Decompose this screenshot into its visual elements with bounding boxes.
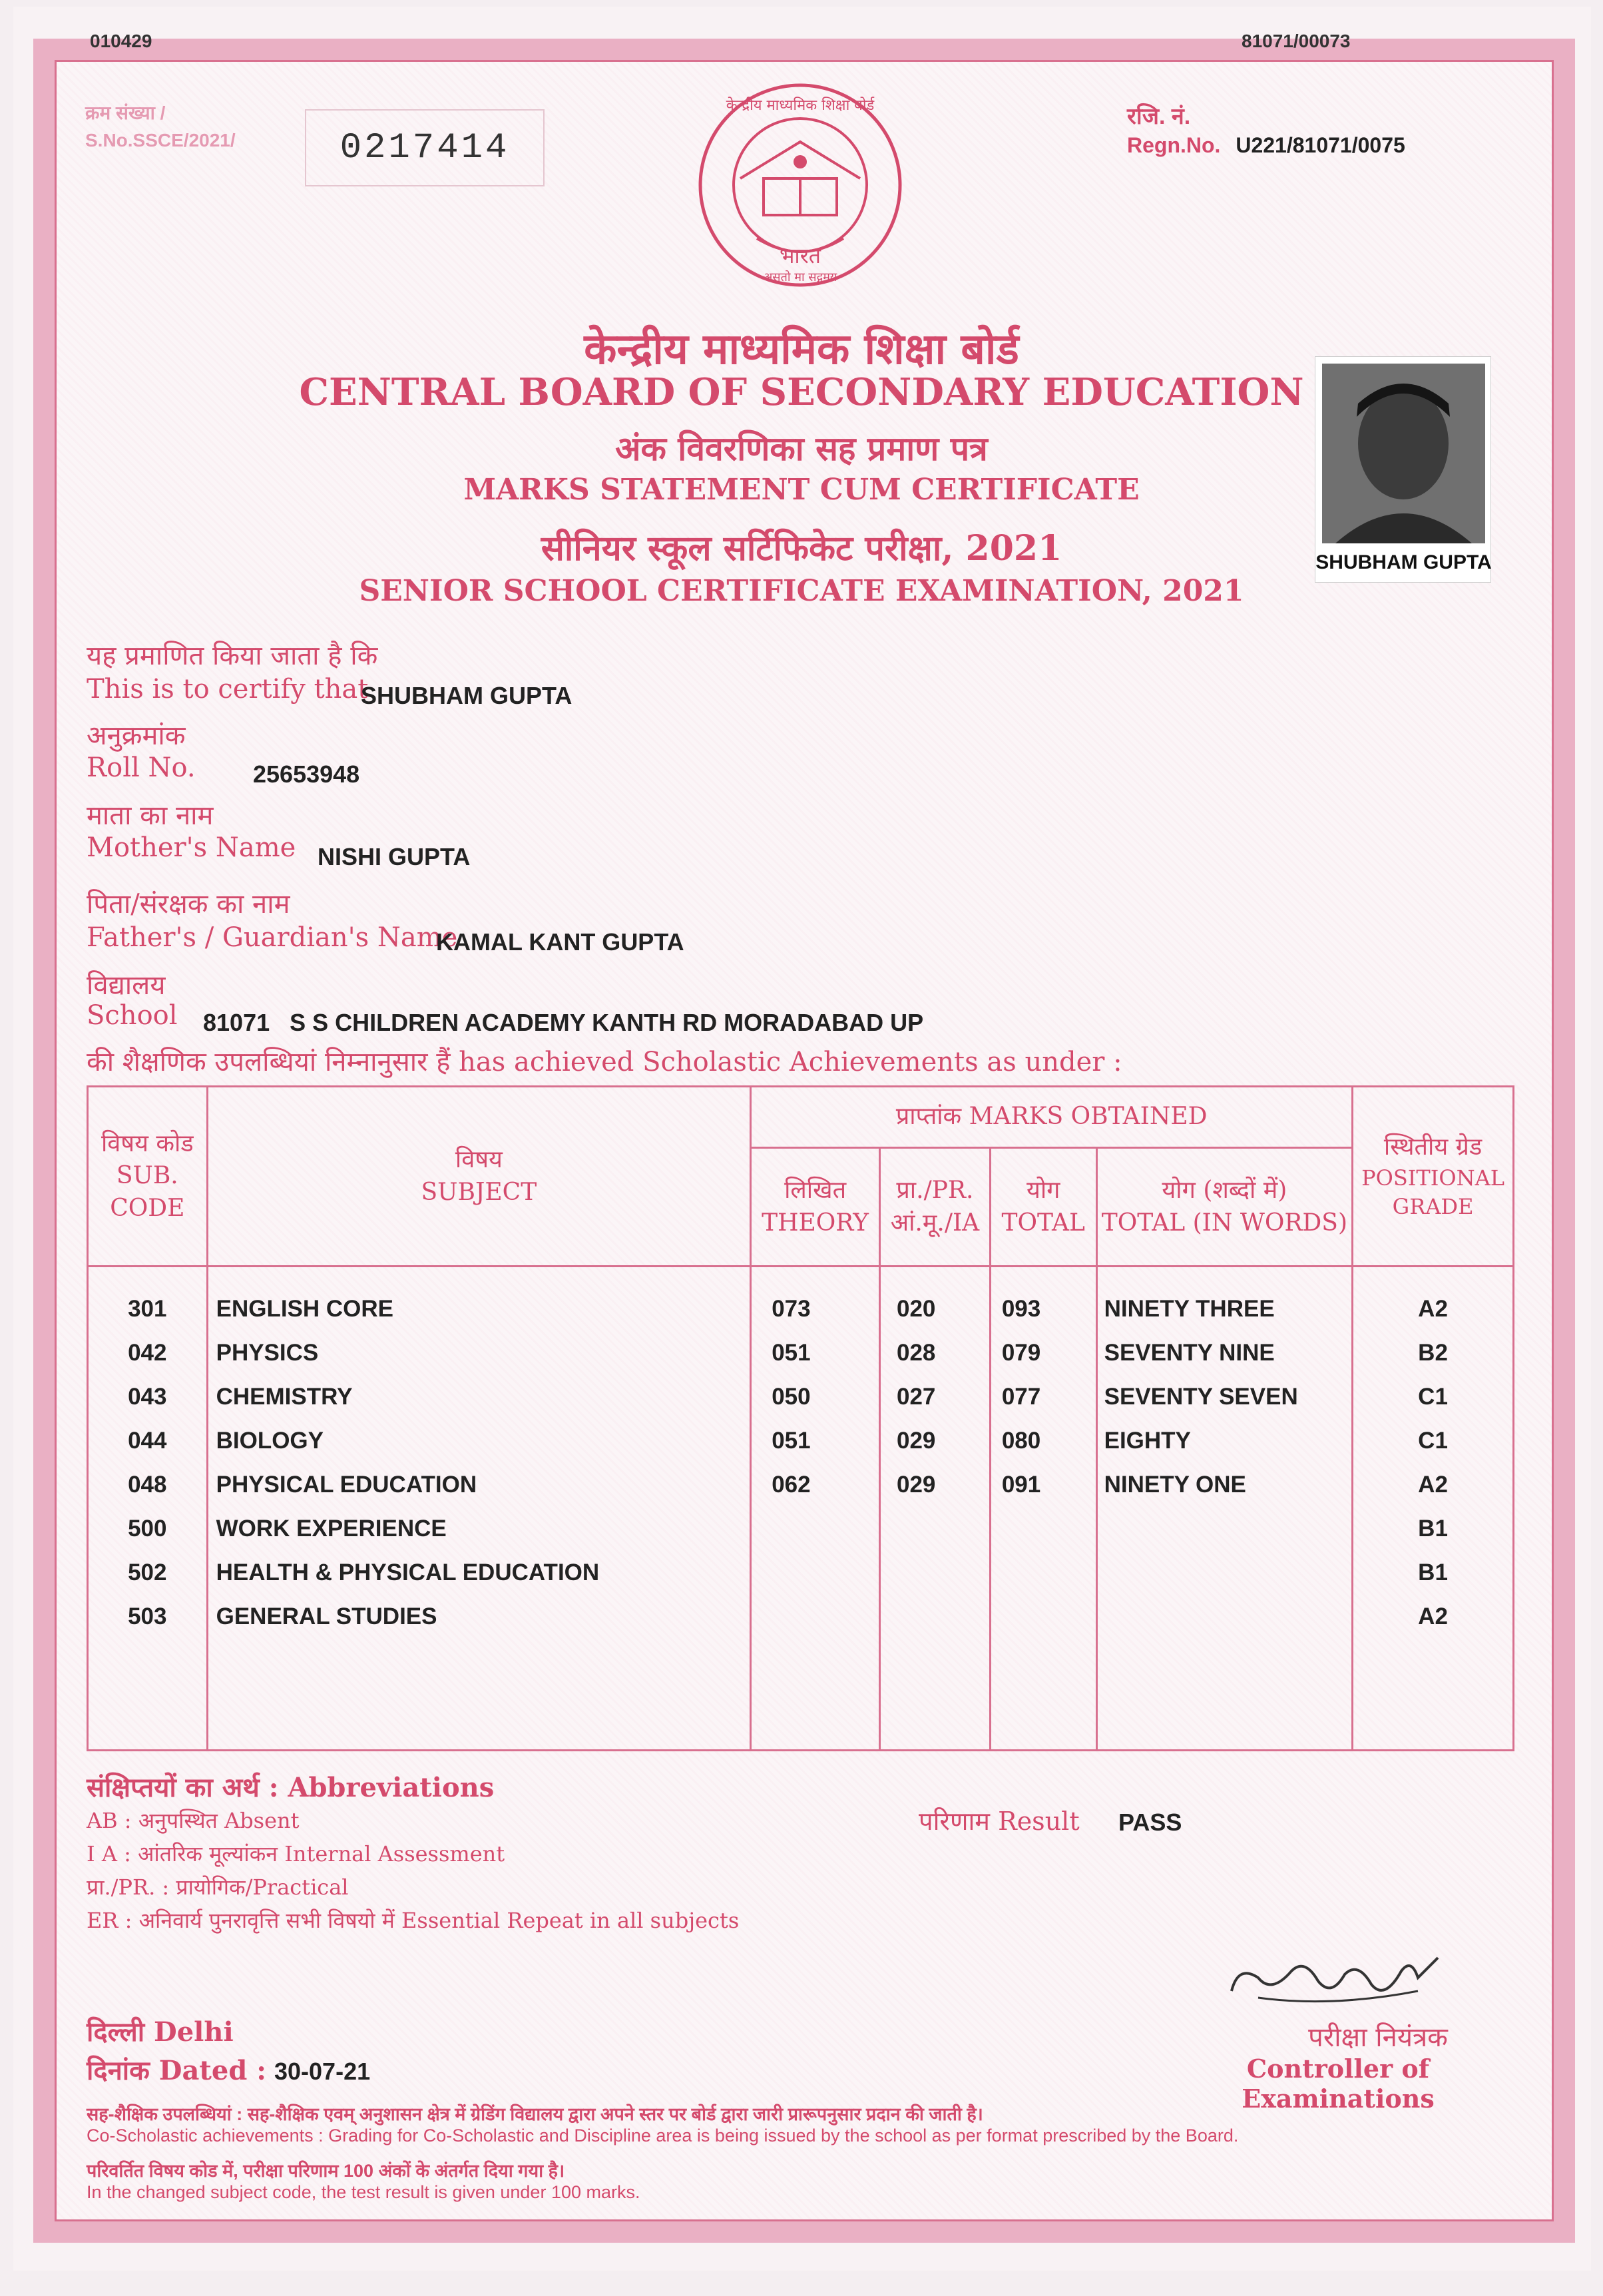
total-marks: 079 — [1001, 1340, 1041, 1366]
school-name: 81071 S S CHILDREN ACADEMY KANTH RD MORADABAD UP — [203, 1009, 924, 1036]
controller-title-hindi: परीक्षा नियंत्रक — [1308, 2022, 1448, 2053]
ia-marks: 020 — [897, 1296, 936, 1322]
subject-name: PHYSICAL EDUCATION — [216, 1472, 477, 1498]
mother-name: NISHI GUPTA — [318, 843, 471, 870]
controller-signature-icon — [1218, 1944, 1445, 2024]
subject-name: HEALTH & PHYSICAL EDUCATION — [216, 1560, 600, 1585]
candidate-photo-image — [1322, 364, 1485, 543]
header-theory: लिखित THEORY — [751, 1148, 880, 1267]
subject-name: GENERAL STUDIES — [216, 1603, 437, 1629]
words-column — [1096, 1267, 1353, 1751]
student-name: SHUBHAM GUPTA — [361, 682, 572, 709]
total-in-words: NINETY THREE — [1104, 1296, 1275, 1322]
serial-label-hi: क्रम संख्या / — [85, 103, 166, 123]
subject-name: ENGLISH CORE — [216, 1296, 394, 1322]
note-coscholastic-english: Co-Scholastic achievements : Grading for Co-Scholastic and Discipline area is being issued by the school as per format prescribed by the Board. — [87, 2126, 1239, 2146]
total-marks: 091 — [1001, 1472, 1041, 1498]
document-title-hindi: अंक विवरणिका सह प्रमाण पत्र — [615, 429, 988, 468]
theory-marks: 051 — [772, 1428, 811, 1454]
ia-marks: 027 — [897, 1384, 936, 1410]
school-label-english: School — [87, 1000, 178, 1031]
document-title-english: MARKS STATEMENT CUM CERTIFICATE — [463, 473, 1140, 507]
subject-name: BIOLOGY — [216, 1428, 324, 1454]
board-name-english: CENTRAL BOARD OF SECONDARY EDUCATION — [299, 370, 1304, 414]
doc-code-left: 010429 — [90, 31, 152, 51]
abbreviations-title: संक्षिप्तयों का अर्थ : Abbreviations — [87, 1772, 495, 1803]
total-column — [990, 1267, 1096, 1751]
positional-grade: B1 — [1418, 1516, 1448, 1542]
note-changed-code-english: In the changed subject code, the test result is given under 100 marks. — [87, 2182, 640, 2202]
ia-marks: 028 — [897, 1340, 936, 1366]
exam-title-hindi: सीनियर स्कूल सर्टिफिकेट परीक्षा, 2021 — [541, 528, 1062, 569]
subject-name: PHYSICS — [216, 1340, 319, 1366]
school-label-hindi: विद्यालय — [87, 970, 166, 1001]
abbr-essential-repeat: ER : अनिवार्य पुनरावृत्ति सभी विषयो में Essential Repeat in all subjects — [87, 1908, 740, 1933]
doc-code-right: 81071/00073 — [1242, 31, 1351, 51]
subject-column — [207, 1267, 751, 1751]
subject-code: 043 — [128, 1384, 167, 1410]
positional-grade: A2 — [1418, 1603, 1448, 1629]
roll-number: 25653948 — [253, 760, 360, 788]
subject-code: 301 — [128, 1296, 167, 1322]
theory-marks: 050 — [772, 1384, 811, 1410]
positional-grade: C1 — [1418, 1384, 1448, 1410]
theory-marks: 062 — [772, 1472, 811, 1498]
header-total: योग TOTAL — [990, 1148, 1096, 1267]
header-subject: विषय SUBJECT — [207, 1087, 751, 1267]
roll-label-english: Roll No. — [87, 752, 196, 783]
father-name: KAMAL KANT GUPTA — [436, 928, 684, 956]
registration-label-en: Regn.No. — [1127, 133, 1221, 157]
note-changed-code-hindi: परिवर्तित विषय कोड में, परीक्षा परिणाम 100 अंकों के अंतर्गत दिया गया है। — [87, 2161, 565, 2181]
photo-caption: SHUBHAM GUPTA — [1315, 551, 1492, 573]
positional-grade: A2 — [1418, 1472, 1448, 1498]
controller-title-english: Controller of Examinations — [1242, 2054, 1435, 2114]
subject-code: 502 — [128, 1560, 167, 1585]
header-positional-grade: स्थितीय ग्रेड POSITIONAL GRADE — [1353, 1087, 1514, 1267]
seal-motto: असतो मा सद्गमय — [763, 270, 837, 284]
certify-label-hindi: यह प्रमाणित किया जाता है कि — [87, 641, 378, 671]
seal-ring-text: केन्द्रीय माध्यमिक शिक्षा बोर्ड — [726, 97, 875, 114]
theory-marks: 073 — [772, 1296, 811, 1322]
theory-marks: 051 — [772, 1340, 811, 1366]
candidate-photo — [1315, 356, 1491, 583]
serial-number: 0217414 — [305, 109, 545, 186]
total-marks: 080 — [1001, 1428, 1041, 1454]
ia-column — [880, 1267, 991, 1751]
total-in-words: SEVENTY NINE — [1104, 1340, 1275, 1366]
certify-label-english: This is to certify that — [87, 674, 369, 705]
code-column — [88, 1267, 208, 1751]
abbr-absent: AB : अनुपस्थित Absent — [87, 1808, 300, 1833]
ia-marks: 029 — [897, 1428, 936, 1454]
father-label-hindi: पिता/संरक्षक का नाम — [87, 889, 290, 920]
total-in-words: EIGHTY — [1104, 1428, 1191, 1454]
header-total-words: योग (शब्दों में) TOTAL (IN WORDS) — [1096, 1148, 1353, 1267]
result-value: PASS — [1118, 1809, 1182, 1836]
total-in-words: NINETY ONE — [1104, 1472, 1246, 1498]
place: दिल्ली Delhi — [87, 2016, 234, 2048]
exam-title-english: SENIOR SCHOOL CERTIFICATE EXAMINATION, 2021 — [359, 574, 1244, 608]
registration-number: U221/81071/0075 — [1236, 133, 1405, 157]
achievements-intro: की शैक्षणिक उपलब्धियां निम्नानुसार हैं has achieved Scholastic Achievements as under : — [87, 1047, 1122, 1077]
serial-label-en: S.No.SSCE/2021/ — [85, 130, 236, 150]
positional-grade: B2 — [1418, 1340, 1448, 1366]
mother-label-hindi: माता का नाम — [87, 800, 214, 831]
mother-label-english: Mother's Name — [87, 832, 296, 863]
abbr-internal-assessment: I A : आंतरिक मूल्यांकन Internal Assessment — [87, 1841, 505, 1866]
father-label-english: Father's / Guardian's Name — [87, 922, 458, 953]
subject-code: 503 — [128, 1603, 167, 1629]
ia-marks: 029 — [897, 1472, 936, 1498]
date-value: 30-07-21 — [274, 2058, 371, 2085]
theory-column — [751, 1267, 880, 1751]
subject-code: 044 — [128, 1428, 167, 1454]
positional-grade: A2 — [1418, 1296, 1448, 1322]
positional-grade: C1 — [1418, 1428, 1448, 1454]
header-marks-obtained: प्राप्तांक MARKS OBTAINED — [751, 1087, 1353, 1148]
board-name-hindi: केन्द्रीय माध्यमिक शिक्षा बोर्ड — [584, 324, 1019, 374]
subject-code: 048 — [128, 1472, 167, 1498]
subject-name: CHEMISTRY — [216, 1384, 353, 1410]
subject-code: 500 — [128, 1516, 167, 1542]
date-label: दिनांक Dated : — [87, 2055, 266, 2086]
roll-label-hindi: अनुक्रमांक — [87, 720, 186, 751]
registration-label-hi: रजि. नं. — [1127, 104, 1191, 129]
total-marks: 077 — [1001, 1384, 1041, 1410]
subject-name: WORK EXPERIENCE — [216, 1516, 447, 1542]
subject-code: 042 — [128, 1340, 167, 1366]
marks-table — [87, 1085, 1514, 1751]
total-marks: 093 — [1001, 1296, 1041, 1322]
header-practical-ia: प्रा./PR. आं.मू./IA — [880, 1148, 991, 1267]
header-sub-code: विषय कोड SUB. CODE — [88, 1087, 208, 1267]
positional-grade: B1 — [1418, 1560, 1448, 1585]
abbr-practical: प्रा./PR. : प्रायोगिक/Practical — [87, 1874, 349, 1900]
result-label: परिणाम Result — [919, 1807, 1080, 1836]
seal-country: भारत — [779, 243, 821, 268]
note-coscholastic-hindi: सह-शैक्षिक उपलब्धियां : सह-शैक्षिक एवम् अनुशासन क्षेत्र में ग्रेडिंग विद्यालय द्वारा अपने स्तर पर बोर्ड द्वारा जारी प्रारूपनुसार प्रदान की जाती है। — [87, 2104, 983, 2124]
grade-column — [1353, 1267, 1514, 1751]
total-in-words: SEVENTY SEVEN — [1104, 1384, 1298, 1410]
